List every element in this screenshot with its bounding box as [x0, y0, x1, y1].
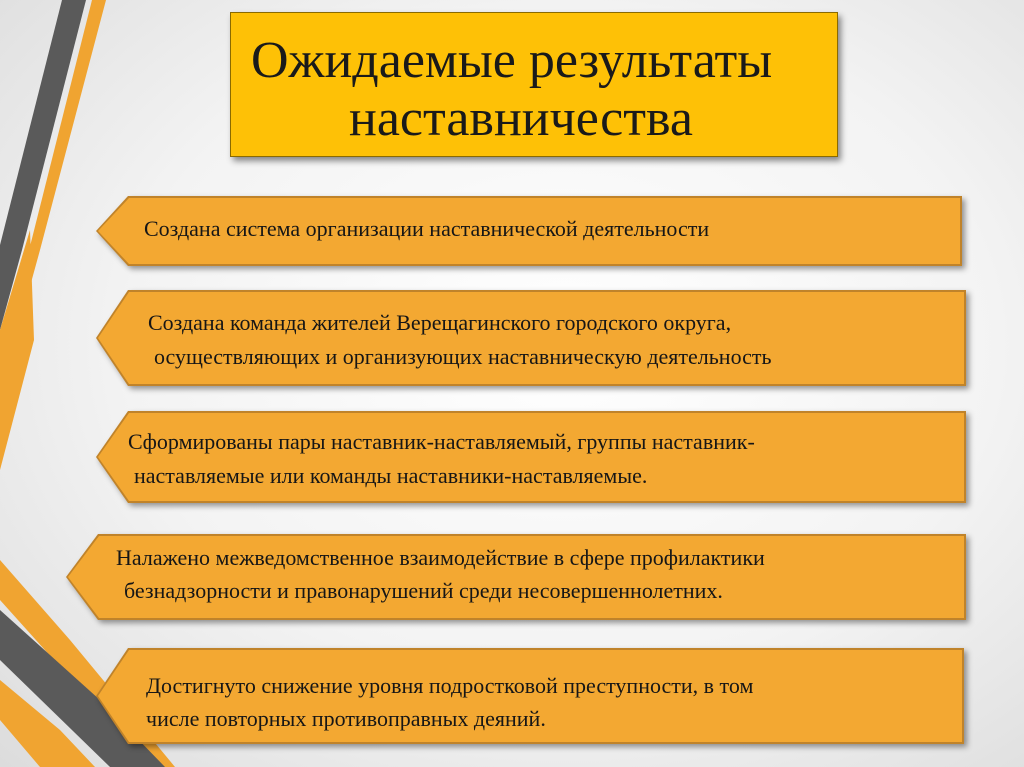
result-item-4 [66, 534, 966, 620]
gray-stripe-top [0, 0, 86, 330]
result-item-1-line-1: Создана система организации наставнической деятельности [144, 216, 710, 241]
result-item-3-line-1: Сформированы пары наставник-наставляемый, группы наставник- [128, 429, 755, 454]
title-line-1: Ожидаемые результаты [251, 32, 773, 89]
result-item-5 [96, 648, 964, 744]
result-item-4-line-2: безнадзорности и правонарушений среди несовершеннолетних. [124, 578, 723, 603]
result-item-4-line-1: Налажено межведомственное взаимодействие в сфере профилактики [116, 545, 765, 570]
result-item-2-line-2: осуществляющих и организующих наставническую деятельность [154, 344, 772, 369]
title-line-2: наставничества [349, 90, 693, 147]
result-item-5-line-2: числе повторных противоправных деяний. [146, 706, 546, 731]
result-item-3 [96, 411, 966, 503]
result-item-2 [96, 290, 966, 386]
result-item-3-line-2: наставляемые или команды наставники-наставляемые. [134, 463, 648, 488]
result-item-5-line-1: Достигнуто снижение уровня подростковой преступности, в том [146, 673, 754, 698]
result-item-2-line-1: Создана команда жителей Верещагинского городского округа, [148, 310, 732, 335]
title-box [230, 12, 838, 157]
result-item-1 [96, 196, 962, 266]
